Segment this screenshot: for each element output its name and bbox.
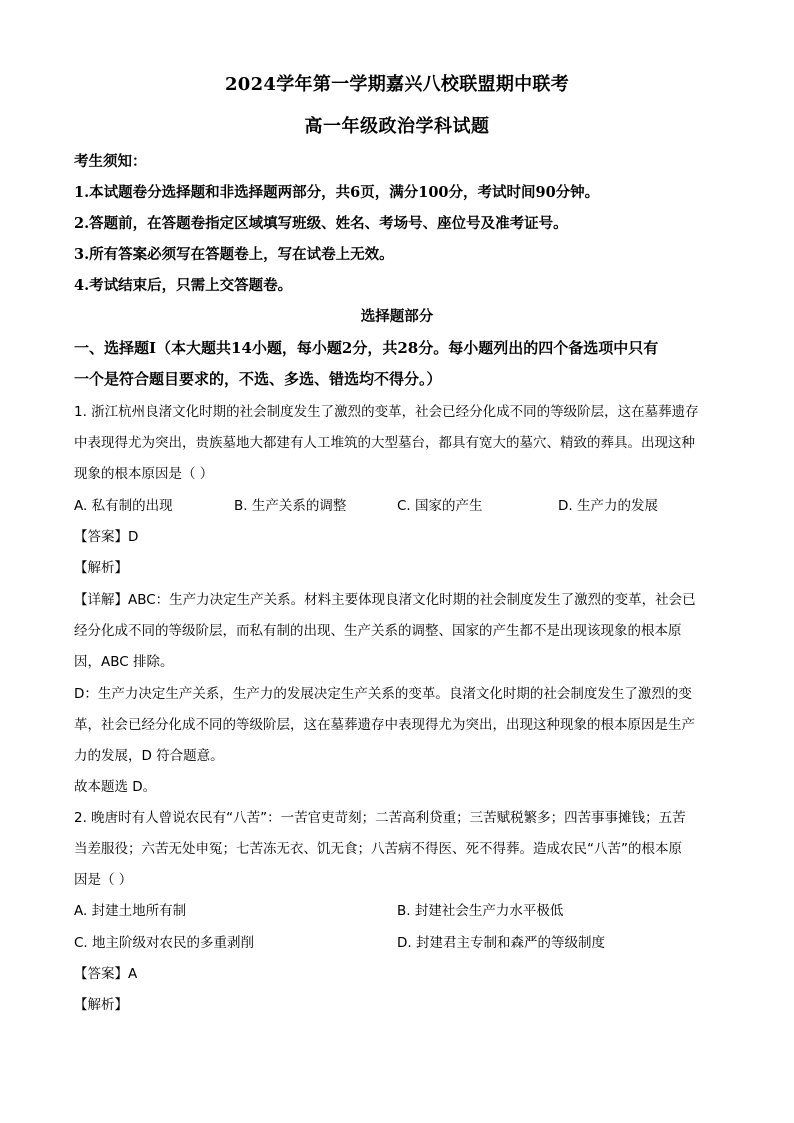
q2-option-c: C. 地主阶级对农民的多重剥削 <box>74 935 255 951</box>
notice-item: 2.答题前，在答题卷指定区域填写班级、姓名、考场号、座位号及准考证号。 <box>74 215 568 232</box>
q1-analysis-tag: 【解析】 <box>74 560 128 576</box>
q1-stem-line: 现象的根本原因是（ ） <box>74 466 214 482</box>
section-title: 选择题部分 <box>360 308 434 325</box>
q2-answer <box>74 962 137 982</box>
detail-tag: 【详解】 <box>74 592 128 608</box>
exam-subtitle: 高一年级政治学科试题 <box>304 116 490 137</box>
q1-stem-line: 中表现得尤为突出，贵族墓地大都建有人工堆筑的大型墓台，都具有宽大的墓穴、精致的葬具。出现这种 <box>74 435 695 451</box>
exam-title: 2024学年第一学期嘉兴八校联盟期中联考 <box>224 74 570 95</box>
q2-option-b: B. 封建社会生产力水平极低 <box>397 903 564 919</box>
answer-value: D <box>128 529 139 545</box>
q1-option-a: A. 私有制的出现 <box>74 498 173 514</box>
answer-tag: 【答案】 <box>74 529 128 545</box>
q1-detail-line: 力的发展，D 符合题意。 <box>74 748 224 764</box>
q2-option-a: A. 封建土地所有制 <box>74 903 187 919</box>
q2-stem-line: 因是（ ） <box>74 872 133 888</box>
q1-detail-line: 因，ABC 排除。 <box>74 654 174 670</box>
q1-detail-line: D：生产力决定生产关系，生产力的发展决定生产关系的变革。良渚文化时期的社会制度发生了激烈的变 <box>74 686 692 702</box>
q1-stem-line: 1. 浙江杭州良渚文化时期的社会制度发生了激烈的变革，社会已经分化成不同的等级阶层，这在墓葬遗存 <box>74 404 699 420</box>
q1-option-c: C. 国家的产生 <box>397 498 483 514</box>
section-instruction: 一、选择题Ⅰ（本大题共14小题，每小题2分，共28分。每小题列出的四个备选项中只有 <box>74 339 659 357</box>
q1-detail-line: 革，社会已经分化成不同的等级阶层，这在墓葬遗存中表现得尤为突出，出现这种现象的根本原因是生产 <box>74 717 695 733</box>
notice-item: 3.所有答案必须写在答题卷上，写在试卷上无效。 <box>74 246 394 263</box>
section-instruction: 一个是符合题目要求的，不选、多选、错选均不得分。） <box>74 370 442 388</box>
q1-option-d: D. 生产力的发展 <box>558 498 658 514</box>
q1-option-b: B. 生产关系的调整 <box>234 498 347 514</box>
answer-value: A <box>128 966 138 982</box>
answer-tag: 【答案】 <box>74 966 128 982</box>
notice-item: 1.本试题卷分选择题和非选择题两部分，共6页，满分100分，考试时间90分钟。 <box>74 184 600 201</box>
q2-stem-line: 当差服役；六苦无处申冤；七苦冻无衣、饥无食；八苦病不得医、死不得葬。造成农民“八苦”的根本原 <box>74 841 682 857</box>
notice-item: 4.考试结束后，只需上交答题卷。 <box>74 277 293 294</box>
notice-heading: 考生须知： <box>74 153 147 170</box>
q1-detail-line: 故本题选 D。 <box>74 779 157 795</box>
q1-detail-line: 经分化成不同的等级阶层，而私有制的出现、生产关系的调整、国家的产生都不是出现该现象的根本原 <box>74 623 682 639</box>
q1-detail-line <box>74 588 696 608</box>
q2-stem-line: 2. 晚唐时有人曾说农民有“八苦”：一苦官吏苛刻；二苦高利贷重；三苦赋税繁多；四苦事事摊钱；五苦 <box>74 810 686 826</box>
q1-answer <box>74 525 138 545</box>
q2-analysis-tag: 【解析】 <box>74 997 128 1013</box>
detail-text: ABC：生产力决定生产关系。材料主要体现良渚文化时期的社会制度发生了激烈的变革，社会已 <box>128 592 696 608</box>
q2-option-d: D. 封建君主专制和森严的等级制度 <box>397 935 605 951</box>
